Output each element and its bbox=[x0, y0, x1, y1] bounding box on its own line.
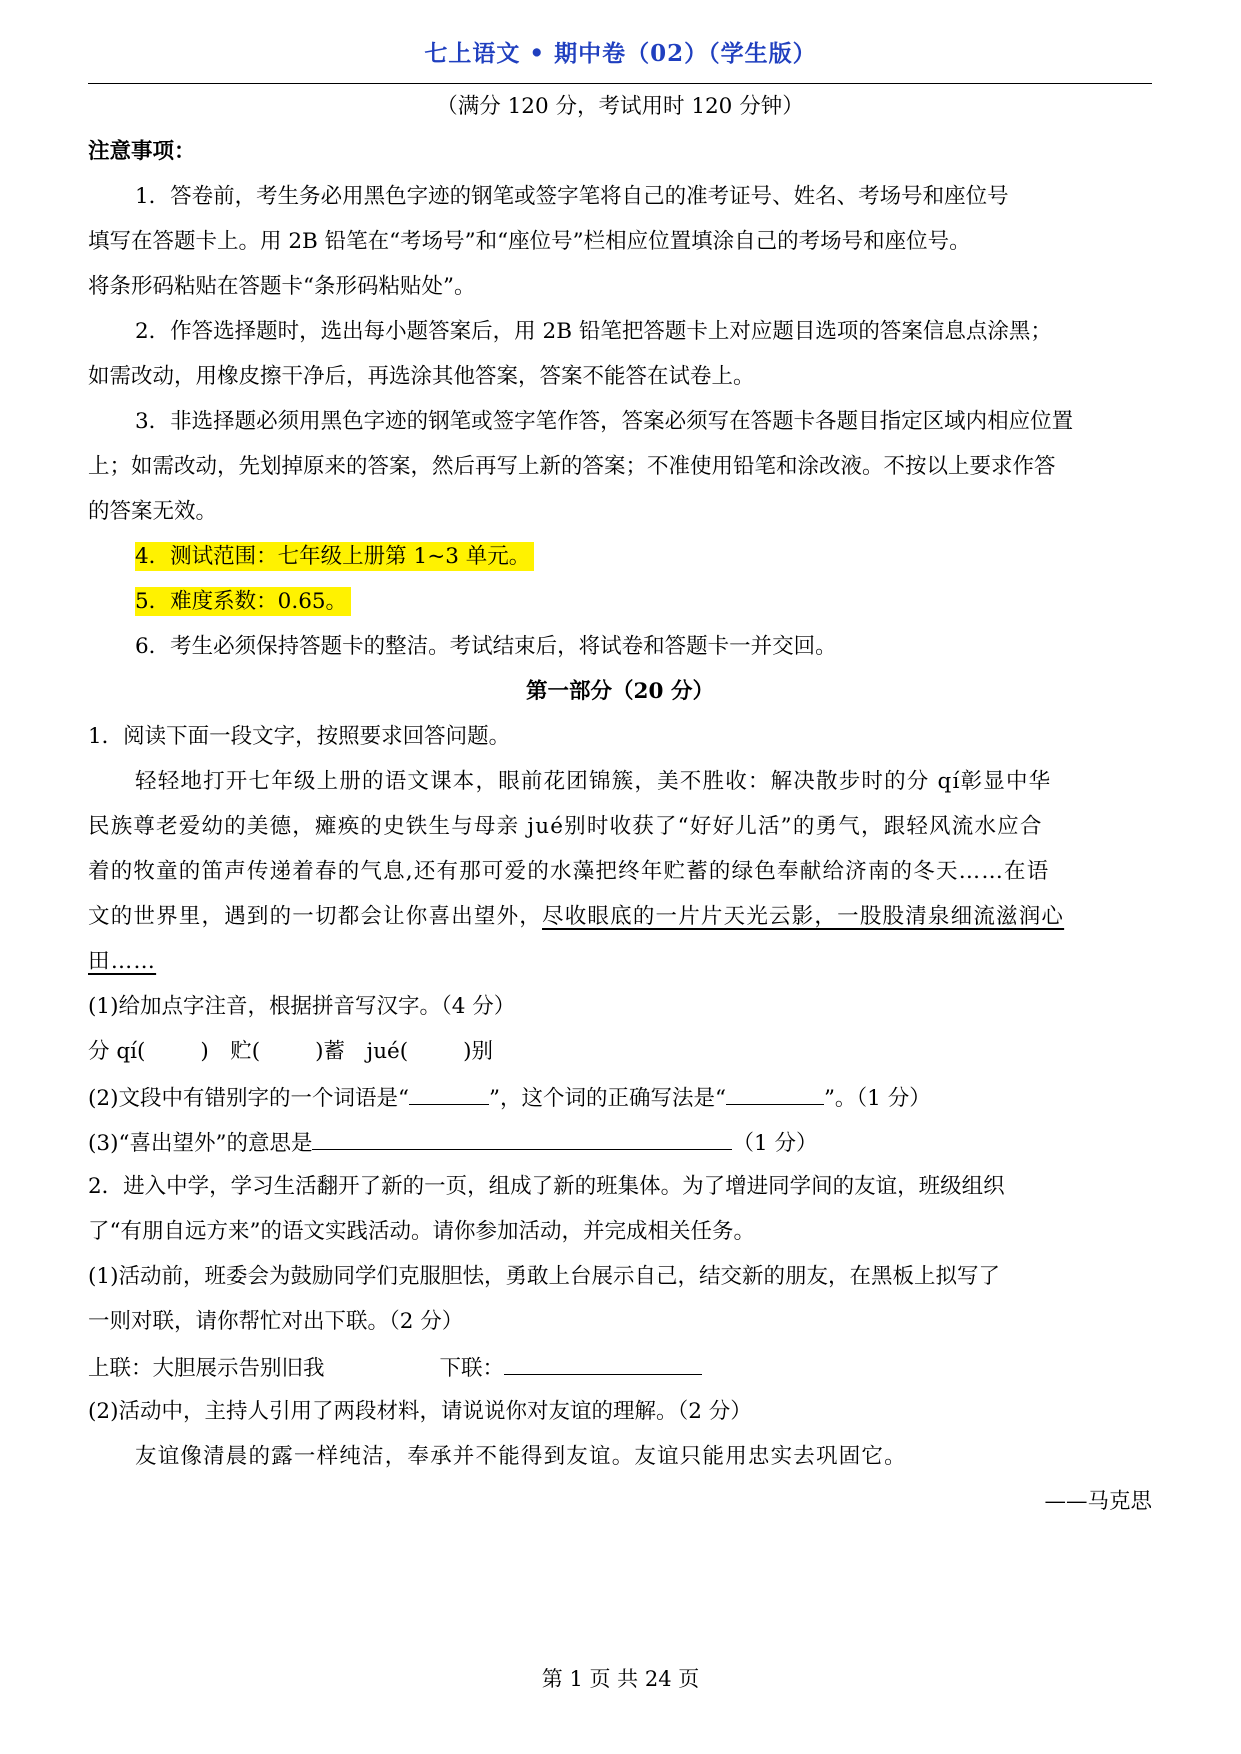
q2-sub1-line-2: 一则对联，请你帮忙对出下联。（2 分） bbox=[88, 1309, 464, 1334]
header-divider bbox=[88, 83, 1152, 84]
q2-sub1-line-1: (1)活动前，班委会为鼓励同学们克服胆怯，勇敢上台展示自己，结交新的朋友，在黑板上拟写了 bbox=[88, 1264, 1000, 1289]
q1-sub2 bbox=[88, 1082, 1152, 1114]
notice-item-1-line-3: 将条形码粘贴在答题卡“条形码粘贴处”。 bbox=[88, 274, 476, 299]
notice-item-3-line-2: 上；如需改动，先划掉原来的答案，然后再写上新的答案；不准使用铅笔和涂改液。不按以上要求作答 bbox=[88, 454, 1056, 479]
q2-stem-line-1: 2．进入中学，学习生活翻开了新的一页，组成了新的班集体。为了增进同学间的友谊，班级组织 bbox=[88, 1174, 1005, 1199]
q1-sub3 bbox=[88, 1127, 1152, 1159]
q1-passage-underlined-end: 田…… bbox=[88, 949, 157, 974]
q2-quote: 友谊像清晨的露一样纯洁，奉承并不能得到友谊。友谊只能用忠实去巩固它。 bbox=[135, 1444, 907, 1469]
q1-sub3-score: （1 分） bbox=[732, 1131, 818, 1156]
notice-item-6: 6．考生必须保持答题卡的整洁。考试结束后，将试卷和答题卡一并交回。 bbox=[135, 634, 837, 659]
q1-sub2-text-c: ”。（1 分） bbox=[823, 1086, 931, 1111]
notice-item-3-line-3: 的答案无效。 bbox=[88, 499, 218, 524]
q1-passage-line-1: 轻轻地打开七年级上册的语文课本，眼前花团锦簇，美不胜收：解决散步时的分 qí彰显中华 bbox=[135, 769, 1052, 794]
q1-passage-underlined-sentence: 尽收眼底的一片片天光云影，一股股清泉细流滋润心 bbox=[542, 904, 1065, 929]
couplet-lower-blank[interactable] bbox=[504, 1352, 702, 1375]
q2-couplet-row bbox=[88, 1352, 1152, 1384]
part1-title: 第一部分（20 分） bbox=[526, 679, 714, 704]
q1-sub2-blank-1[interactable] bbox=[409, 1082, 489, 1105]
q1-passage-line-4-text: 文的世界里，遇到的一切都会让你喜出望外， bbox=[88, 904, 543, 929]
notice-item-2-line-2: 如需改动，用橡皮擦干净后，再选涂其他答案，答案不能答在试卷上。 bbox=[88, 364, 755, 389]
q1-sub1-item-zhu: ) 贮( bbox=[200, 1039, 261, 1064]
exam-subtitle: （满分 120 分，考试用时 120 分钟） bbox=[436, 94, 804, 119]
notice-item-4 bbox=[135, 542, 1152, 572]
q2-quote-author: ——马克思 bbox=[1044, 1489, 1152, 1514]
q2-sub2: (2)活动中，主持人引用了两段材料，请说说你对友谊的理解。（2 分） bbox=[88, 1399, 752, 1424]
notice-item-2-line-1: 2．作答选择题时，选出每小题答案后，用 2B 铅笔把答题卡上对应题目选项的答案信息点涂黑； bbox=[135, 319, 1052, 344]
notice-item-1-line-2: 填写在答题卡上。用 2B 铅笔在“考场号”和“座位号”栏相应位置填涂自己的考场号和座位号。 bbox=[88, 229, 971, 254]
notice-item-5-highlight: 5．难度系数：0.65。 bbox=[135, 587, 351, 616]
q1-passage-line-2: 民族尊老爱幼的美德，瘫痪的史铁生与母亲 jué别时收获了“好好儿活”的勇气，跟轻风流水应合 bbox=[88, 814, 1043, 839]
q1-stem: 1．阅读下面一段文字，按照要求回答问题。 bbox=[88, 724, 511, 749]
notice-item-5 bbox=[135, 587, 1152, 617]
q1-sub2-text-b: ”，这个词的正确写法是“ bbox=[488, 1086, 726, 1111]
q1-passage-line-4 bbox=[88, 902, 1152, 932]
q1-sub1-item-bie: )别 bbox=[463, 1039, 494, 1064]
q1-sub2-blank-2[interactable] bbox=[726, 1082, 824, 1105]
q1-sub1-question: (1)给加点字注音，根据拼音写汉字。（4 分） bbox=[88, 994, 516, 1019]
page-footer: 第 1 页 共 24 页 bbox=[541, 1667, 700, 1691]
q1-sub1-item-qi: 分 qí( bbox=[88, 1039, 146, 1064]
notice-item-3-line-1: 3．非选择题必须用黑色字迹的钢笔或签字笔作答，答案必须写在答题卡各题目指定区域内相应位置 bbox=[135, 409, 1074, 434]
notice-item-4-highlight: 4．测试范围：七年级上册第 1~3 单元。 bbox=[135, 542, 534, 571]
q1-sub3-text: (3)“喜出望外”的意思是 bbox=[88, 1131, 313, 1156]
q1-passage-line-3: 着的牧童的笛声传递着春的气息,还有那可爱的水藻把终年贮蓄的绿色奉献给济南的冬天……在语 bbox=[88, 859, 1050, 884]
q1-sub1-item-jue: )蓄 jué( bbox=[315, 1039, 409, 1064]
q1-sub1-answer-row bbox=[88, 1037, 1152, 1067]
q1-passage-line-5 bbox=[88, 947, 1152, 977]
q2-stem-line-2: 了“有朋自远方来”的语文实践活动。请你参加活动，并完成相关任务。 bbox=[88, 1219, 755, 1244]
notice-item-1-line-1: 1．答卷前，考生务必用黑色字迹的钢笔或签字笔将自己的准考证号、姓名、考场号和座位号 bbox=[135, 184, 1009, 209]
couplet-lower-label: 下联： bbox=[439, 1356, 505, 1381]
notice-title: 注意事项： bbox=[88, 139, 196, 164]
couplet-upper: 上联：大胆展示告别旧我 bbox=[88, 1356, 325, 1381]
q1-sub3-blank[interactable] bbox=[312, 1127, 732, 1150]
q1-sub2-text-a: (2)文段中有错别字的一个词语是“ bbox=[88, 1086, 409, 1111]
page-header-title: 七上语文 • 期中卷（02）（学生版） bbox=[424, 40, 817, 67]
